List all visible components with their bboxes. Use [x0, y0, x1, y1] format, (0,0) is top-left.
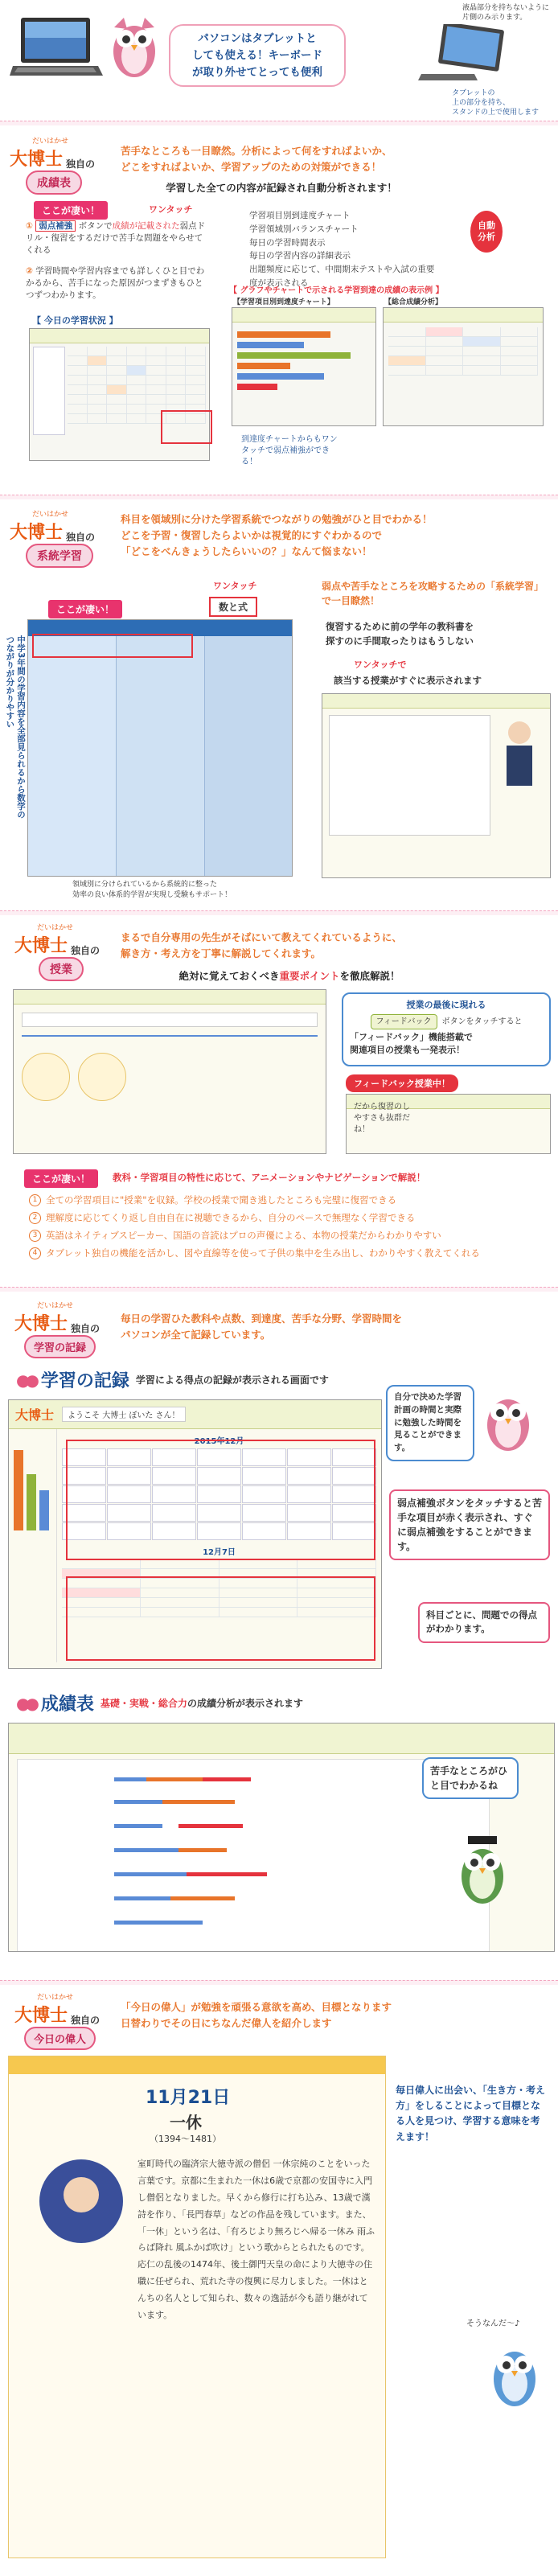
- ijin-name: 一休: [170, 2113, 202, 2132]
- kiroku-callout1: 自分で決めた学習計画の時間と実際に勉強した時間を見ることができます。: [386, 1385, 474, 1461]
- list-item: 学習項目別到達度チャート: [249, 211, 351, 220]
- point1-g: やらせてくれる: [26, 233, 203, 256]
- section-title-jugyou: 授業: [39, 957, 84, 981]
- keitou-bottom-note2: 効率の良い体系的学習が実現し受験もサポート！: [72, 890, 232, 899]
- kiroku-callout2: 弱点補強ボタンをタッチすると苦手な項目が赤く表示され、すぐに弱点補強をすることができます。: [389, 1489, 550, 1560]
- point1-d: 弱点ドリル・復習を: [26, 221, 206, 244]
- unit-label: 数と式: [209, 597, 257, 617]
- keitou-lead2: どこを予習・復習したらよいかは視覚的にすぐわかるので: [121, 529, 383, 541]
- kokoga-badge: ここが凄い！: [48, 600, 122, 618]
- feedback-panel: [342, 992, 551, 1066]
- chart-screenshot1: [232, 307, 376, 426]
- kiroku-table-highlight: [66, 1576, 375, 1661]
- ijin-screenshot: [8, 2056, 386, 2558]
- list-item: 2 理解度に応じてくり返し自由自在に視聴できるから、自分のペースで無理なく学習できる: [29, 1210, 552, 1227]
- jugyou-screenshot: [13, 989, 326, 1154]
- chart-label2: 【総合成績分析】: [384, 298, 443, 306]
- tablet-note-line3: スタンドの上で使用します: [452, 109, 540, 117]
- owl-icon: [476, 1383, 540, 1456]
- keitou-highlight: [32, 634, 193, 658]
- app-logo: 大博士: [15, 1407, 55, 1423]
- divider: [0, 1287, 558, 1292]
- ikkyu-portrait-icon: [33, 2153, 129, 2249]
- kiroku-lead2: パソコンが全て記録しています。: [121, 1329, 271, 1341]
- kiroku-sub2-title: 成績表: [40, 1695, 94, 1715]
- point1: ① 弱点補強 ボタンで成績が記載された弱点ドリル・復習をするだけで苦手な問題をやらせてくれる: [26, 221, 206, 256]
- kiroku-lead1: 毎日の学習ひた教科や点数、到達度、苦手な分野、学習時間を: [121, 1313, 403, 1325]
- jugyou-preview-screenshot: [322, 693, 551, 878]
- keitou-right-bold3: 該当する授業がすぐに表示されます: [334, 675, 482, 686]
- point-text: 理解度に応じてくり返し自由自在に視聴できるから、自分のペースで無理なく学習できる: [46, 1211, 416, 1223]
- seiseki-lead: [121, 143, 547, 175]
- hakase-ruby: だいはかせ: [32, 511, 69, 519]
- laptop-icon: [10, 14, 105, 80]
- owl-speech-ijin: そうなんだ〜♪: [466, 2319, 520, 2328]
- right-note-line1: 液晶部分を持ちないように: [462, 4, 550, 12]
- feedback-panel-text1: 「フィードバック」機能搭載で: [350, 1031, 473, 1042]
- keitou-bottom-note1: 領域別に分けられているから系統的に整った: [72, 881, 218, 889]
- section-title-keitou: 系統学習: [26, 544, 93, 568]
- keitou-lead: [121, 512, 555, 560]
- today-highlight: [161, 410, 212, 444]
- jugyou-bold-red: 重要ポイント: [279, 970, 340, 982]
- hakase-ruby: だいはかせ: [37, 924, 74, 932]
- hakase-label: 大博士: [10, 150, 64, 170]
- jugyou-bold1: 絶対に覚えておくべき: [178, 970, 280, 982]
- onetouch2-label: ワンタッチで: [354, 659, 407, 670]
- kiroku-callout3: 科目ごとに、問題での得点がわかります。: [418, 1602, 550, 1643]
- keitou-right-lead: 弱点や苦手なところを攻略するための「系統学習」で一目瞭然！: [322, 581, 544, 606]
- right-note-line2: 片側のみ示ります。: [462, 14, 527, 23]
- point-text: 全ての学習項目に"授業"を収録。学校の授業で聞き逃したところも完璧に復習できる: [46, 1194, 397, 1206]
- graph-label: 【 グラフやチャートで示される学習到達の成績の表示例 】: [229, 286, 444, 295]
- ijin-date: 11月21日: [146, 2088, 231, 2108]
- point2: ② 学習時間や学習内容までも詳しくひと目でわかるから、苦手になった原因がつまずきもひとつずつわかります。: [26, 266, 205, 301]
- hakase-suffix: 独自の: [71, 2015, 101, 2026]
- hakase-label: 大博士: [14, 2006, 68, 2026]
- section-title-seiseki: 成績表: [26, 171, 82, 195]
- kiroku-title: [14, 1300, 103, 1358]
- jugyou-bold: [121, 968, 458, 983]
- divider: [0, 910, 558, 915]
- jugyou-title: [14, 922, 103, 981]
- kiroku-sub2-desc-b: の成績分析が表示されます: [187, 1698, 303, 1709]
- tablet-note-line2: 上の部分を持ち、: [452, 99, 511, 108]
- today-label: 【 今日の学習状況 】: [32, 315, 118, 326]
- point1-weak: 弱点補強: [35, 220, 76, 232]
- tablet-icon: [418, 24, 507, 85]
- keitou-lead3: 「どこをべんきょうしたらいいの？」なんて悩まない！: [121, 545, 372, 557]
- kiroku-calendar-highlight: [66, 1440, 375, 1560]
- speech-line2: しても使える！キーボード: [192, 48, 322, 62]
- kiroku-sub1-desc: 学習による得点の記録が表示される画面です: [135, 1374, 329, 1386]
- vertical-note: 中学3年間の学習内容を全部見られるから数学のつながりが分かりやすい: [5, 635, 26, 819]
- kiroku-lead: [121, 1311, 547, 1343]
- list-item: 4 タブレット独自の機能を活かし、図や直線等を使って子供の集中を生み出し、わかりやすく教えてくれる: [29, 1245, 552, 1263]
- point1-b: ボタンで: [78, 221, 113, 231]
- list-item: 1 全ての学習項目に"授業"を収録。学校の授業で聞き逃したところも完璧に復習できる: [29, 1192, 552, 1210]
- owl-icon: [482, 2332, 547, 2413]
- hakase-ruby: だいはかせ: [37, 1302, 74, 1310]
- hakase-suffix: 独自の: [66, 158, 96, 170]
- list-item: 毎日の学習内容の詳細表示: [249, 251, 351, 261]
- jugyou-points: [29, 1192, 552, 1262]
- section-title-ijin: 今日の偉人: [24, 2027, 96, 2050]
- kiroku-sub1-title: 学習の記録: [40, 1371, 129, 1391]
- owl-speech-jugyou: だから復習のしやすさも抜群だね！: [354, 1103, 410, 1134]
- hakase-ruby: だいはかせ: [37, 1994, 74, 2002]
- point1-c: 成績が記載された: [112, 221, 180, 231]
- jugyou-lead: [121, 930, 547, 962]
- owl-speech-seiseki2: 苦手なところがひと目でわかるね: [422, 1757, 519, 1799]
- ijin-lead2: 日替わりでその日にちなんだ偉人を紹介します: [121, 2017, 332, 2029]
- owl-icon: [103, 10, 166, 82]
- kokoga-badge: ここが凄い！: [34, 201, 108, 220]
- divider: [0, 121, 558, 125]
- feedback-panel-btn-text: ボタンをタッチすると: [441, 1017, 523, 1026]
- point-text: 英語はネイティブスピーカー、国語の音読はプロの声優による、本物の授業だからわかりやすい: [46, 1229, 441, 1241]
- point2-text: 学習時間や学習内容までも詳しくひと目でわかるから、苦手になった原因がつまずきもひとつずつわかります。: [26, 266, 205, 301]
- hakase-suffix: 独自の: [71, 1323, 101, 1334]
- jugyou-bold2: を徹底解説！: [339, 970, 400, 982]
- list-item: 毎日の学習時間表示: [249, 237, 326, 248]
- feedback-panel-text2: 関連項目の授業も一発表示！: [350, 1045, 465, 1055]
- divider: [0, 495, 558, 499]
- hakase-label: 大博士: [14, 936, 68, 956]
- ijin-right-text: 毎日偉人に出会い、「生き方・考え方」をしることによって目標となる人を見つけ、学習する意味を考えます！: [396, 2085, 546, 2143]
- jugyou-lead1: まるで自分専用の先生がそばにいて教えてくれているように、: [121, 931, 402, 943]
- bottom-callout-seiseki: 到達度チャートからもワンタッチで弱点補強ができる！: [241, 435, 338, 466]
- kokoga-badge: ここが凄い！: [24, 1169, 98, 1188]
- dots-icon: ●●: [16, 1370, 35, 1390]
- onetouch-label: ワンタッチ: [213, 581, 257, 591]
- chart-screenshot2: [383, 307, 544, 426]
- seiseki-bold: 学習した全ての内容が記録され自動分析されます！: [166, 182, 397, 194]
- hakase-suffix: 独自の: [66, 532, 96, 543]
- welcome-text: ようこそ 大博士 ぼいた さん！: [62, 1407, 186, 1422]
- ijin-body: 室町時代の臨済宗大徳寺派の僧侶 一休宗純のことをいった言葉です。京都に生まれた一休は6歳で京都の安国寺に入門し僧侶となりました。早くから修行に打ち込み、13歳で漢詩を作り、「長門春草」などの作品を残しています。また、「一休」という名は、「有ろじより無ろじへ帰る一休み 雨ふらば降れ 風ふかば吹け」という歌からとられたものです。応仁の乱後の1474年、後土御門天皇の命により大徳寺の住職に任ぜられ、荒れた寺の復興に尽力しました。一休はとんちの名人として知られ、数々の逸話が今も語り継がれています。: [137, 2159, 375, 2321]
- tablet-note: [452, 88, 556, 117]
- speech-bubble: [169, 24, 346, 87]
- speech-line3: が取り外せてとっても便利: [192, 65, 322, 79]
- kiroku-subhead: [16, 1367, 329, 1392]
- ijin-lead: [121, 1999, 555, 2032]
- ijin-years: （1394〜1481）: [150, 2134, 221, 2144]
- hakase-ruby: だいはかせ: [32, 138, 69, 146]
- date-label: 12月7日: [203, 1548, 236, 1557]
- point-text: タブレット独自の機能を活かし、図や直線等を使って子供の集中を生み出し、わかりやすく教えてくれる: [46, 1247, 480, 1259]
- jugyou-lead2: 解き方・考え方を丁寧に解説してくれます。: [121, 947, 322, 959]
- keitou-right-bold2: 探すのに手間取ったりはもうしない: [326, 635, 474, 647]
- right-note: [462, 3, 555, 23]
- hakase-suffix: 独自の: [71, 945, 101, 956]
- seiseki-title: [10, 135, 98, 195]
- kiroku-sub2-desc-a: 基礎・実戦・総合力: [100, 1698, 187, 1709]
- section-title-kiroku: 学習の記録: [24, 1335, 96, 1358]
- owl-icon: [450, 1830, 515, 1910]
- keitou-lead1: 科目を領域別に分けた学習系統でつながりの勉強がひと目でわかる！: [121, 513, 433, 525]
- ijin-lead1: 「今日の偉人」が勉強を頑張る意欲を高め、目標となります: [121, 2001, 392, 2013]
- point1-e: するだけで: [76, 233, 119, 244]
- jugyou-kokoga-text: 教科・学習項目の特性に応じて、アニメーションやナビゲーションで解説！: [113, 1172, 426, 1183]
- ijin-title: [14, 1991, 103, 2050]
- auto-label1: 自動: [478, 220, 495, 231]
- keitou-right-bold1: 復習するために前の学年の教科書を: [326, 621, 474, 632]
- teacher-icon: [495, 715, 544, 795]
- divider: [0, 1980, 558, 1985]
- auto-label2: 分析: [478, 232, 495, 243]
- list-item: 学習領域別バランスチャート: [249, 224, 359, 234]
- auto-analysis-badge: [470, 211, 503, 253]
- list-item: 出題頻度に応じて、中間期末テストや入試の重要度が表示される: [249, 265, 435, 288]
- feature-list: [241, 209, 442, 290]
- speech-line1: パソコンはタブレットと: [198, 32, 317, 45]
- seiseki-lead1: 苦手なところも一目瞭然。分析によって何をすればよいか、: [121, 145, 392, 157]
- point1-f: 苦手な問題を: [118, 233, 170, 244]
- tablet-note-line1: タブレットの: [452, 89, 495, 97]
- feedback-label: フィードバック授業中！: [346, 1074, 458, 1092]
- keitou-right-bold: [326, 619, 555, 649]
- hakase-label: 大博士: [10, 523, 64, 543]
- feedback-button[interactable]: フィードバック: [371, 1014, 437, 1029]
- keitou-screenshot: [27, 619, 293, 877]
- dots-icon: ●●: [16, 1693, 35, 1713]
- chart-label1: 【学習項目別到達度チャート】: [233, 298, 334, 306]
- feedback-panel-title: 授業の最後に現れる: [406, 1000, 486, 1010]
- seiseki2-subhead: [16, 1691, 303, 1715]
- hakase-label: 大博士: [14, 1314, 68, 1334]
- onetouch-label: ワンタッチ: [149, 204, 193, 215]
- seiseki-lead2: どこをすればよいか、学習アップのための対策ができる！: [121, 161, 382, 173]
- keitou-bottom-note: [72, 880, 281, 900]
- keitou-title: [10, 508, 98, 568]
- list-item: 3 英語はネイティブスピーカー、国語の音読はプロの声優による、本物の授業だからわかりやすい: [29, 1227, 552, 1245]
- calendar-month: 2015年12月: [194, 1437, 244, 1446]
